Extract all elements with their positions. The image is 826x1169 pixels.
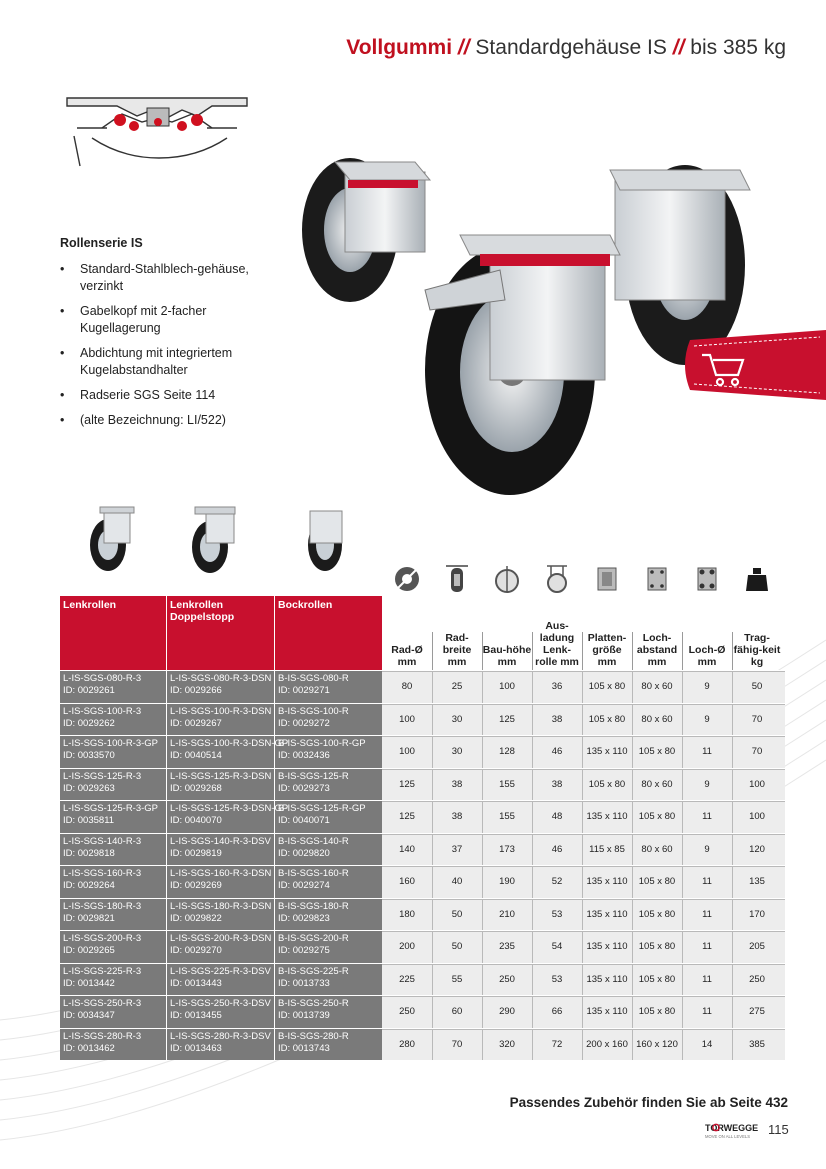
table-row — [60, 833, 785, 866]
article-cell — [275, 836, 349, 860]
article-cell — [60, 933, 141, 957]
article-id: ID: 0029820 — [278, 847, 330, 859]
value-cell: 160 x 120 — [636, 1038, 678, 1050]
article-number: L-IS-SGS-225-R-3 — [63, 965, 142, 977]
value-cell: 70 — [451, 1038, 463, 1050]
value-cell: 115 x 85 — [589, 843, 625, 855]
article-number: L-IS-SGS-250-R-3 — [63, 998, 142, 1009]
fixed-castor-thumb — [308, 511, 342, 571]
value-cell: 135 x 110 — [586, 746, 628, 758]
value-cell: 53 — [551, 908, 563, 920]
article-cell — [275, 803, 366, 827]
article-id: ID: 0034347 — [63, 1010, 115, 1021]
article-cell — [60, 803, 158, 827]
table-row — [60, 865, 785, 898]
article-id: ID: 0013743 — [278, 1042, 330, 1054]
article-cell — [167, 868, 271, 892]
value-cell: 125 — [499, 713, 515, 725]
table-row — [60, 703, 785, 736]
value-cell: 125 — [399, 778, 415, 790]
plate-size-icon — [593, 564, 621, 594]
article-cell — [60, 966, 141, 990]
article-id: ID: 0033570 — [63, 750, 115, 761]
article-cell — [60, 868, 141, 892]
article-cell — [275, 966, 349, 990]
value-cell: 200 x 160 — [586, 1038, 628, 1050]
value-cell: 72 — [551, 1038, 563, 1050]
article-cell — [275, 901, 349, 925]
article-number: L-IS-SGS-250-R-3-DSV — [170, 998, 271, 1009]
article-number: B-IS-SGS-250-R — [278, 998, 349, 1009]
table-row — [60, 800, 785, 833]
value-cell: 135 — [749, 876, 765, 888]
value-cell: 40 — [451, 876, 463, 888]
value-cell: 80 x 60 — [641, 713, 673, 725]
article-cell — [275, 933, 349, 957]
value-cell: 205 — [749, 941, 765, 953]
article-id: ID: 0035811 — [63, 815, 115, 826]
value-cell: 9 — [704, 681, 710, 693]
offset-icon — [543, 564, 571, 594]
article-id: ID: 0029265 — [63, 945, 115, 956]
value-cell: 9 — [704, 778, 710, 790]
value-cell: 105 x 80 — [588, 713, 626, 725]
article-number: L-IS-SGS-100-R-3 — [63, 705, 142, 717]
article-number: B-IS-SGS-125-R-GP — [278, 803, 366, 814]
article-cell — [275, 868, 349, 892]
article-number: B-IS-SGS-280-R — [278, 1030, 349, 1042]
article-number: L-IS-SGS-125-R-3 — [63, 770, 142, 782]
hole-spacing-icon — [643, 564, 671, 594]
value-cell: 14 — [701, 1038, 713, 1050]
table-header — [60, 596, 785, 670]
value-cell: 235 — [499, 941, 515, 953]
value-cell: 100 — [399, 746, 415, 758]
cart-tab[interactable] — [680, 330, 826, 410]
feature-item: • Standard-Stahlblech-gehäuse, verzinkt — [60, 261, 290, 295]
article-number: L-IS-SGS-200-R-3-DSN — [170, 933, 272, 944]
feature-item: • Abdichtung mit integriertem Kugelabstandhalter — [60, 345, 290, 379]
article-number: B-IS-SGS-100-R — [278, 705, 349, 717]
value-cell: 385 — [749, 1038, 765, 1050]
table-row — [60, 768, 785, 801]
value-cell: 100 — [499, 681, 515, 693]
value-cell: 25 — [451, 681, 463, 693]
article-number: L-IS-SGS-125-R-3-DSN-GP — [170, 803, 289, 814]
value-cell: 250 — [749, 973, 765, 985]
value-cell: 105 x 80 — [638, 1006, 676, 1018]
height-icon — [493, 564, 521, 594]
article-cell — [275, 1031, 349, 1055]
article-number: L-IS-SGS-080-R-3 — [63, 673, 142, 684]
value-cell: 155 — [499, 778, 515, 790]
article-id: ID: 0029266 — [170, 685, 222, 696]
castor-product-photo — [290, 150, 760, 500]
article-number: B-IS-SGS-180-R — [278, 900, 349, 912]
article-cell — [167, 836, 271, 860]
value-cell: 105 x 80 — [638, 876, 676, 888]
value-cell: 11 — [702, 908, 712, 920]
value-cell: 70 — [751, 713, 763, 725]
article-id: ID: 0029818 — [63, 847, 115, 859]
value-cell: 275 — [749, 1006, 765, 1018]
article-cell — [167, 933, 271, 957]
article-cell — [275, 771, 349, 795]
col-header-loch-d: Loch-Ø mm — [688, 644, 726, 668]
value-cell: 46 — [551, 746, 563, 758]
load-weight-icon — [744, 565, 770, 593]
value-cell: 60 — [451, 1006, 463, 1018]
feature-list — [60, 235, 290, 437]
article-number: L-IS-SGS-180-R-3-DSN — [170, 900, 272, 912]
article-cell — [60, 771, 141, 795]
article-id: ID: 0029823 — [278, 912, 330, 924]
article-id: ID: 0029263 — [63, 782, 115, 794]
value-cell: 11 — [702, 746, 712, 758]
article-cell — [60, 836, 141, 860]
col-header-lochabstand: Loch-abstand mm — [636, 632, 678, 668]
value-cell: 105 x 80 — [638, 746, 676, 758]
article-cell — [275, 706, 349, 730]
article-id: ID: 0029264 — [63, 880, 115, 891]
series-heading: Rollenserie IS — [60, 236, 143, 250]
value-cell: 70 — [751, 746, 763, 758]
value-cell: 38 — [551, 778, 563, 790]
value-cell: 210 — [499, 908, 515, 920]
value-cell: 105 x 80 — [638, 973, 676, 985]
article-number: L-IS-SGS-180-R-3 — [63, 900, 142, 912]
article-number: L-IS-SGS-080-R-3-DSN — [170, 673, 272, 684]
svg-text:MOVE ON ALL LEVELS: MOVE ON ALL LEVELS — [705, 1134, 750, 1139]
article-number: L-IS-SGS-125-R-3-GP — [63, 803, 159, 814]
value-cell: 105 x 80 — [588, 778, 626, 790]
value-cell: 105 x 80 — [638, 908, 676, 920]
article-cell — [60, 901, 141, 925]
article-cell — [60, 738, 158, 762]
wheel-width-icon — [443, 564, 471, 594]
article-id: ID: 0029262 — [63, 717, 115, 729]
article-number: B-IS-SGS-140-R — [278, 835, 349, 847]
article-cell — [167, 706, 271, 730]
value-cell: 80 x 60 — [641, 843, 673, 855]
value-cell: 135 x 110 — [586, 908, 628, 920]
value-cell: 105 x 80 — [638, 811, 676, 823]
value-cell: 105 x 80 — [638, 941, 676, 953]
article-cell — [167, 673, 271, 697]
article-cell — [60, 998, 141, 1022]
article-id: ID: 0029272 — [278, 717, 330, 729]
article-id: ID: 0029269 — [170, 880, 222, 891]
value-cell: 225 — [399, 973, 415, 985]
bearing-section-drawing — [62, 88, 257, 168]
value-cell: 120 — [749, 843, 765, 855]
article-id: ID: 0029261 — [63, 685, 115, 696]
article-number: L-IS-SGS-100-R-3-DSN-GP — [170, 738, 289, 749]
article-number: L-IS-SGS-160-R-3-DSN — [170, 868, 272, 879]
value-cell: 36 — [551, 681, 563, 693]
value-cell: 11 — [702, 811, 712, 823]
article-id: ID: 0013455 — [170, 1010, 222, 1021]
article-id: ID: 0029819 — [170, 847, 222, 859]
value-cell: 190 — [499, 876, 515, 888]
table-row — [60, 995, 785, 1028]
value-cell: 80 x 60 — [641, 778, 673, 790]
swivel-castor-thumb — [90, 507, 134, 571]
table-row — [60, 898, 785, 931]
page-title: Vollgummi // Standardgehäuse IS // bis 385 kg — [346, 36, 786, 59]
article-id: ID: 0029274 — [278, 880, 330, 891]
value-cell: 135 x 110 — [586, 973, 628, 985]
col-header-lenkrollen: Lenkrollen — [63, 599, 117, 611]
article-id: ID: 0029273 — [278, 782, 330, 794]
value-cell: 66 — [551, 1006, 563, 1018]
article-id: ID: 0013733 — [278, 977, 330, 989]
article-id: ID: 0013443 — [170, 977, 222, 989]
article-number: L-IS-SGS-140-R-3-DSV — [170, 835, 271, 847]
table-row — [60, 963, 785, 996]
value-cell: 50 — [451, 908, 463, 920]
value-cell: 173 — [499, 843, 515, 855]
article-number: B-IS-SGS-125-R — [278, 770, 349, 782]
value-cell: 11 — [702, 941, 712, 953]
value-cell: 290 — [499, 1006, 515, 1018]
value-cell: 48 — [551, 811, 563, 823]
value-cell: 320 — [499, 1038, 515, 1050]
value-cell: 125 — [399, 811, 415, 823]
value-cell: 46 — [551, 843, 563, 855]
value-cell: 200 — [399, 941, 415, 953]
value-cell: 105 x 80 — [588, 681, 626, 693]
article-id: ID: 0029275 — [278, 945, 330, 956]
value-cell: 30 — [451, 746, 463, 758]
article-cell — [167, 771, 271, 795]
value-cell: 11 — [702, 973, 712, 985]
col-header-plattengroesse: Platten-größe mm — [587, 632, 627, 668]
article-number: L-IS-SGS-200-R-3 — [63, 933, 142, 944]
value-cell: 100 — [399, 713, 415, 725]
table-row — [60, 930, 785, 963]
wheel-diameter-icon — [393, 565, 421, 593]
article-number: L-IS-SGS-160-R-3 — [63, 868, 142, 879]
article-number: L-IS-SGS-280-R-3 — [63, 1030, 142, 1042]
page-number: 115 — [768, 1122, 789, 1137]
article-number: B-IS-SGS-100-R-GP — [278, 738, 366, 749]
article-number: L-IS-SGS-125-R-3-DSN — [170, 770, 272, 782]
feature-item: • Gabelkopf mit 2-facher Kugellagerung — [60, 303, 290, 337]
article-cell — [167, 1031, 271, 1055]
table-row — [60, 1028, 785, 1061]
value-cell: 38 — [451, 811, 463, 823]
value-cell: 135 x 110 — [586, 811, 628, 823]
article-cell — [167, 738, 288, 762]
value-cell: 135 x 110 — [586, 876, 628, 888]
article-id: ID: 0040071 — [278, 815, 330, 826]
icon-header-row — [382, 561, 785, 597]
value-cell: 30 — [451, 713, 463, 725]
value-cell: 160 — [399, 876, 415, 888]
col-header-tragfaehigkeit: Trag-fähig-keit kg — [733, 632, 781, 668]
table-row — [60, 735, 785, 768]
article-cell — [167, 966, 271, 990]
article-number: L-IS-SGS-225-R-3-DSV — [170, 965, 271, 977]
castor-variant-thumbnails — [80, 505, 360, 575]
value-cell: 53 — [551, 973, 563, 985]
value-cell: 80 — [401, 681, 413, 693]
article-cell — [167, 901, 271, 925]
article-id: ID: 0013462 — [63, 1042, 115, 1054]
value-cell: 50 — [751, 681, 763, 693]
value-cell: 80 x 60 — [641, 681, 673, 693]
article-id: ID: 0029267 — [170, 717, 222, 729]
svg-text:TORWEGGE: TORWEGGE — [705, 1123, 759, 1133]
value-cell: 11 — [702, 1006, 712, 1018]
accessories-note: Passendes Zubehör finden Sie ab Seite 432 — [509, 1095, 788, 1110]
value-cell: 55 — [451, 973, 463, 985]
col-header-doppelstopp: Lenkrollen Doppelstopp — [170, 599, 235, 623]
article-cell — [60, 673, 141, 697]
article-number: B-IS-SGS-080-R — [278, 673, 349, 684]
article-number: B-IS-SGS-160-R — [278, 868, 349, 879]
article-cell — [275, 998, 349, 1022]
value-cell: 280 — [399, 1038, 415, 1050]
article-id: ID: 0029822 — [170, 912, 222, 924]
article-number: L-IS-SGS-100-R-3-GP — [63, 738, 159, 749]
col-header-ausladung: Aus-ladung Lenk-rolle mm — [535, 620, 579, 668]
table-body — [60, 670, 785, 1060]
article-id: ID: 0013442 — [63, 977, 115, 989]
value-cell: 9 — [704, 713, 710, 725]
value-cell: 155 — [499, 811, 515, 823]
article-id: ID: 0013463 — [170, 1042, 222, 1054]
article-cell — [167, 998, 271, 1022]
value-cell: 135 x 110 — [586, 941, 628, 953]
article-number: B-IS-SGS-200-R — [278, 933, 349, 944]
brake-castor-thumb — [192, 507, 235, 573]
torwegge-logo — [705, 1121, 765, 1141]
value-cell: 9 — [704, 843, 710, 855]
value-cell: 37 — [451, 843, 463, 855]
value-cell: 250 — [399, 1006, 415, 1018]
value-cell: 11 — [702, 876, 712, 888]
article-id: ID: 0029271 — [278, 685, 330, 696]
article-id: ID: 0040514 — [170, 750, 222, 761]
article-id: ID: 0032436 — [278, 750, 330, 761]
hole-diameter-icon — [693, 564, 721, 594]
value-cell: 170 — [749, 908, 765, 920]
value-cell: 54 — [551, 941, 563, 953]
value-cell: 100 — [749, 811, 765, 823]
feature-item: • Radserie SGS Seite 114 — [60, 387, 290, 404]
article-number: L-IS-SGS-280-R-3-DSV — [170, 1030, 271, 1042]
col-header-bockrollen: Bockrollen — [278, 599, 333, 611]
feature-item: • (alte Bezeichnung: LI/522) — [60, 412, 290, 429]
article-number: B-IS-SGS-225-R — [278, 965, 349, 977]
value-cell: 250 — [499, 973, 515, 985]
article-number: L-IS-SGS-100-R-3-DSN — [170, 705, 272, 717]
col-header-radbreite: Rad-breite mm — [442, 632, 472, 668]
value-cell: 38 — [551, 713, 563, 725]
value-cell: 52 — [551, 876, 563, 888]
value-cell: 135 x 110 — [586, 1006, 628, 1018]
article-cell — [60, 1031, 141, 1055]
table-row — [60, 670, 785, 703]
value-cell: 140 — [399, 843, 415, 855]
value-cell: 38 — [451, 778, 463, 790]
article-cell — [167, 803, 288, 827]
article-cell — [60, 706, 141, 730]
value-cell: 50 — [451, 941, 463, 953]
article-number: L-IS-SGS-140-R-3 — [63, 835, 142, 847]
article-cell — [275, 673, 349, 697]
value-cell: 128 — [499, 746, 515, 758]
col-header-bauhoehe: Bau-höhe mm — [482, 644, 532, 668]
value-cell: 100 — [749, 778, 765, 790]
value-cell: 180 — [399, 908, 415, 920]
article-id: ID: 0040070 — [170, 815, 222, 826]
article-id: ID: 0013739 — [278, 1010, 330, 1021]
article-cell — [275, 738, 366, 762]
article-id: ID: 0029268 — [170, 782, 222, 794]
article-id: ID: 0029821 — [63, 912, 115, 924]
col-header-rad-d: Rad-Ø mm — [391, 644, 423, 668]
article-id: ID: 0029270 — [170, 945, 222, 956]
